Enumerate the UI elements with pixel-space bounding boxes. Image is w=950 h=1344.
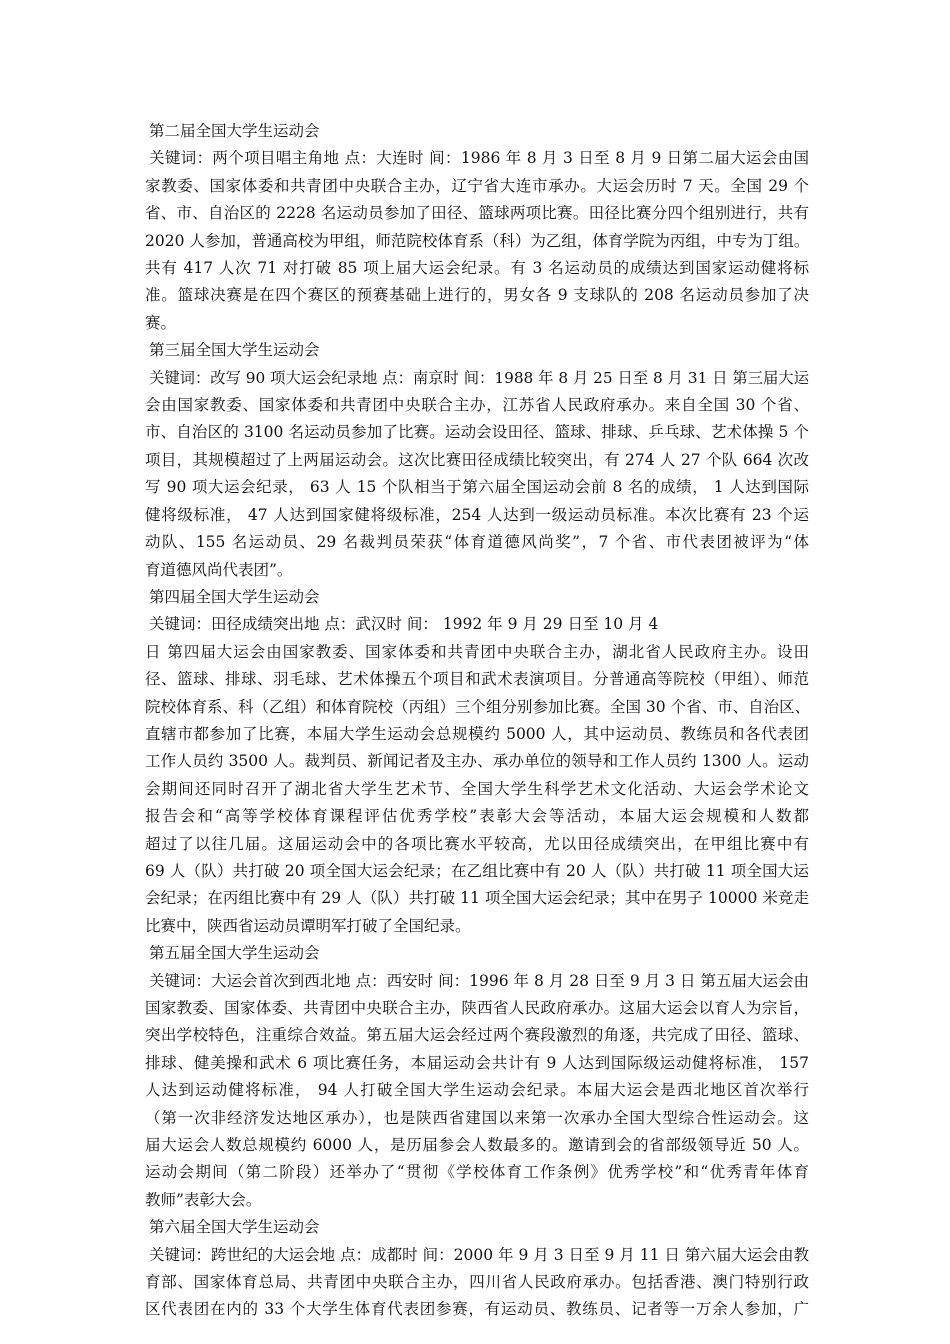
paragraph-line: 院校体育系、科（乙组）和体育院校（丙组）三个组分别参加比赛。全国 30 个省、市、自治区、 (145, 697, 811, 716)
paragraph-line: 69 人（队）共打破 20 项全国大运会纪录；在乙组比赛中有 20 人（队）共打破 11 项全国大运 (145, 861, 809, 880)
paragraph-line: 教师”表彰大会。 (145, 1190, 262, 1209)
paragraph-line: 关键词：两个项目唱主角地 点：大连时 间：1986 年 8 月 3 日至 8 月 9 日第二届大运会由国 (149, 149, 809, 168)
paragraph-line: 报告会和“高等学校体育课程评估优秀学校”表彰大会等活动，本届大运会规模和人数都 (145, 807, 809, 826)
paragraph-line: 育道德风尚代表团”。 (145, 560, 293, 579)
paragraph-line: 项目，其规模超过了上两届运动会。这次比赛田径成绩比较突出，有 274 人 27 个队 664 次改 (145, 450, 809, 469)
paragraph-line: 动队、155 名运动员、29 名裁判员荣获“体育道德风尚奖”，7 个省、市代表团被评为“体 (145, 533, 809, 552)
paragraph-line: 2020 人参加，普通高校为甲组，师范院校体育系（科）为乙组，体育学院为丙组，中专为丁组。 (145, 231, 810, 250)
paragraph-line: 超过了以往几届。这届运动会中的各项比赛水平较高，尤以田径成绩突出，在甲组比赛中有 (145, 834, 809, 853)
paragraph-line: （第一次非经济发达地区承办），也是陕西省建国以来第一次承办全国大型综合性运动会。这 (145, 1108, 809, 1127)
section-title: 第六届全国大学生运动会 (149, 1218, 320, 1237)
paragraph-line: 届大运会人数总规模约 6000 人，是历届参会人数最多的。邀请到会的省部级领导近 50 人。 (145, 1136, 809, 1155)
paragraph-line: 关键词：田径成绩突出地 点：武汉时 间： 1992 年 9 月 29 日至 10 月 4 (149, 615, 659, 634)
section-title: 第三届全国大学生运动会 (149, 341, 320, 360)
section-title: 第四届全国大学生运动会 (149, 587, 320, 606)
paragraph-line: 市、自治区的 3100 名运动员参加了比赛。运动会设田径、篮球、排球、乒乓球、艺术体操 5 个 (145, 423, 809, 442)
paragraph-line: 会期间还同时召开了湖北省大学生艺术节、全国大学生科学艺术文化活动、大运会学术论文 (145, 779, 809, 798)
paragraph-line: 共有 417 人次 71 对打破 85 项上届大运会纪录。有 3 名运动员的成绩达到国家运动健将标 (145, 259, 809, 278)
section-5th (145, 940, 809, 1214)
paragraph-line: 会由国家教委、国家体委和共青团中央联合主办，江苏省人民政府承办。来自全国 30 个省、 (145, 396, 809, 415)
paragraph-line: 家教委、国家体委和共青团中央联合主办，辽宁省大连市承办。大运会历时 7 天。全国 29 个 (145, 176, 809, 195)
paragraph-line: 排球、健美操和武术 6 项比赛任务，本届运动会共计有 9 人达到国际级运动健将标准， 157 (145, 1053, 809, 1072)
paragraph-line: 育部、国家体育总局、共青团中央联合主办，四川省人民政府承办。包括香港、澳门特别行政 (145, 1273, 809, 1292)
section-4th (145, 584, 809, 940)
paragraph-line: 人达到运动健将标准， 94 人打破全国大学生运动会纪录。本届大运会是西北地区首次举行 (145, 1081, 809, 1100)
paragraph-line: 径、篮球、排球、羽毛球、艺术体操五个项目和武术表演项目。分普通高等院校（甲组）、师范 (145, 670, 809, 689)
section-6th (145, 1214, 809, 1324)
paragraph-line: 突出学校特色，注重综合效益。第五届大运会经过两个赛段激烈的角逐，共完成了田径、篮球、 (145, 1026, 809, 1045)
paragraph-line: 工作人员约 3500 人。裁判员、新闻记者及主办、承办单位的领导和工作人员约 1300 人。运动 (145, 752, 809, 771)
section-title: 第五届全国大学生运动会 (149, 944, 320, 963)
paragraph-line: 关键词：跨世纪的大运会地 点：成都时 间：2000 年 9 月 3 日至 9 月 11 日 第六届大运会由教 (149, 1245, 809, 1264)
section-3rd (145, 337, 809, 584)
paragraph-line: 区代表团在内的 33 个大学生体育代表团参赛，有运动员、教练员、记者等一万余人参加，广 (145, 1300, 809, 1319)
paragraph-line: 赛。 (145, 313, 177, 332)
paragraph-line: 写 90 项大运会纪录， 63 人 15 个队相当于第六届全国运动会前 8 名的成绩， 1 人达到国际 (145, 478, 809, 497)
paragraph-line: 国家教委、国家体委、共青团中央联合主办，陕西省人民政府承办。这届大运会以育人为宗旨， (145, 999, 809, 1017)
paragraph-line: 关键词：改写 90 项大运会纪录地 点：南京时 间：1988 年 8 月 25 日至 8 月 31 日 第三届大运 (149, 368, 809, 387)
paragraph-line: 关键词：大运会首次到西北地 点：西安时 间：1996 年 8 月 28 日至 9 月 3 日 第五届大运会由 (149, 971, 809, 990)
document-body (145, 118, 809, 1324)
section-2nd (145, 118, 809, 337)
paragraph-line: 省、市、自治区的 2228 名运动员参加了田径、篮球两项比赛。田径比赛分四个组别进行，共有 (145, 204, 809, 223)
paragraph-line: 健将级标准， 47 人达到国家健将级标准，254 人达到一级运动员标准。本次比赛有 23 个运 (145, 505, 809, 524)
paragraph-line: 运动会期间（第二阶段）还举办了“贯彻《学校体育工作条例》优秀学校”和“优秀青年体育 (145, 1163, 809, 1182)
paragraph-line: 日 第四届大运会由国家教委、国家体委和共青团中央联合主办，湖北省人民政府主办。设田 (145, 642, 809, 661)
paragraph-line: 直辖市都参加了比赛，本届大学生运动会总规模约 5000 人，其中运动员、教练员和各代表团 (145, 724, 809, 743)
paragraph-line: 比赛中，陕西省运动员谭明军打破了全国纪录。 (145, 916, 471, 935)
section-title: 第二届全国大学生运动会 (149, 122, 320, 140)
paragraph-line: 会纪录；在丙组比赛中有 29 人（队）共打破 11 项全国大运会纪录；其中在男子 10000 米竞走 (145, 889, 809, 908)
paragraph-line: 准。篮球决赛是在四个赛区的预赛基础上进行的，男女各 9 支球队的 208 名运动员参加了决 (145, 286, 809, 305)
